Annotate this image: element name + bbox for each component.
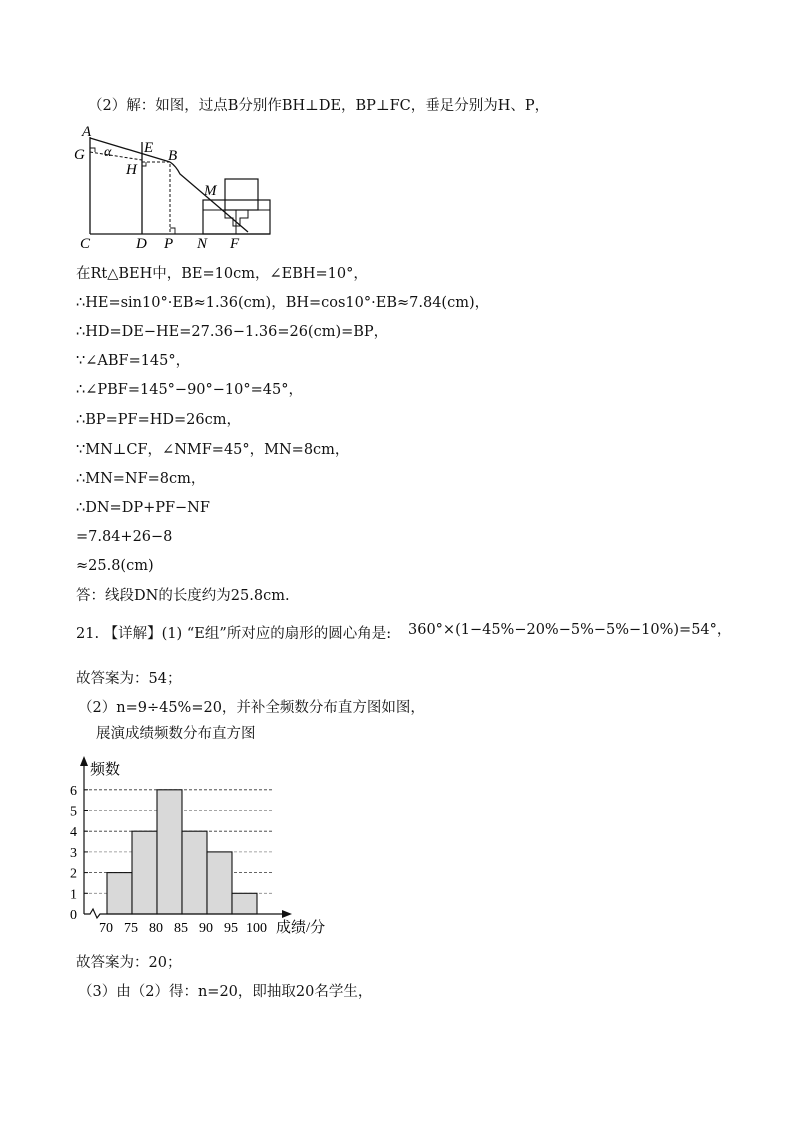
label-N: N	[197, 236, 208, 252]
q21-formula: 360°×(1−45%−20%−5%−5%−10%)=54°，	[408, 622, 732, 638]
label-M: M	[204, 183, 217, 199]
solution-line: =7.84+26−8	[76, 529, 173, 545]
final-answer-line: 答：线段DN的长度约为25.8cm.	[76, 588, 290, 604]
x-tick-label: 95	[224, 921, 238, 936]
q21-part2: （2）n=9÷45%=20，并补全频数分布直方图如图，	[78, 700, 425, 716]
q21-heading: 21. 【详解】(1) “E组”所对应的扇形的圆心角是:	[76, 626, 392, 642]
q21-part3: （3）由（2）得：n=20，即抽取20名学生，	[78, 984, 373, 1000]
label-C: C	[80, 236, 91, 252]
x-tick-label: 100	[246, 921, 267, 936]
geometry-diagram	[70, 122, 280, 252]
y-tick-label: 0	[70, 908, 77, 923]
y-tick-label: 3	[70, 845, 77, 861]
solution-line: ∴HE=sin10°·EB≈1.36(cm)，BH=cos10°·EB≈7.84(cm)，	[76, 295, 490, 311]
y-tick-label: 6	[70, 783, 77, 799]
x-tick-label: 70	[99, 921, 113, 936]
y-tick-label: 5	[70, 804, 77, 820]
y-axis-arrow-icon	[80, 756, 88, 766]
y-axis-label: 频数	[90, 762, 121, 778]
solution-line: ≈25.8(cm)	[76, 558, 154, 574]
solution-line: 在Rt△BEH中，BE=10cm，∠EBH=10°，	[76, 266, 368, 282]
label-G: G	[74, 147, 85, 163]
solution-line: ∴MN=NF=8cm，	[76, 471, 206, 487]
x-tick-label: 75	[124, 921, 138, 936]
label-B: B	[168, 148, 178, 164]
histogram-bar	[232, 893, 257, 914]
label-A: A	[82, 124, 92, 140]
solution-line: ∴DN=DP+PF−NF	[76, 500, 210, 516]
chart-title: 展演成绩频数分布直方图	[96, 726, 256, 742]
y-tick-label: 4	[70, 825, 77, 841]
y-tick-label: 2	[70, 866, 77, 882]
label-alpha: α	[104, 145, 112, 160]
solution-line: ∵MN⊥CF，∠NMF=45°，MN=8cm，	[76, 442, 350, 458]
answer-2: 故答案为：20；	[76, 955, 182, 971]
x-axis-label: 成绩/分	[276, 920, 326, 936]
y-tick-label: 1	[70, 887, 77, 903]
histogram-bar	[157, 790, 182, 914]
label-D: D	[136, 236, 147, 252]
solution-line: ∵∠ABF=145°，	[76, 353, 191, 369]
histogram-bar	[107, 873, 132, 914]
histogram-bar	[132, 831, 157, 914]
frequency-histogram	[60, 752, 360, 942]
solution-line: ∴∠PBF=145°−90°−10°=45°，	[76, 382, 303, 398]
label-E: E	[144, 140, 154, 156]
solution-line: ∴BP=PF=HD=26cm，	[76, 412, 241, 428]
x-tick-label: 90	[199, 921, 213, 936]
x-tick-label: 80	[149, 921, 163, 936]
label-F: F	[230, 236, 240, 252]
label-H: H	[126, 162, 137, 178]
x-tick-label: 85	[174, 921, 188, 936]
histogram-bar	[182, 831, 207, 914]
histogram-bar	[207, 852, 232, 914]
x-axis-arrow-icon	[282, 910, 292, 918]
label-P: P	[164, 236, 174, 252]
solution-line: ∴HD=DE−HE=27.36−1.36=26(cm)=BP，	[76, 324, 389, 340]
answer-1: 故答案为：54；	[76, 671, 182, 687]
part2-intro: （2）解：如图，过点B分别作BH⊥DE，BP⊥FC，垂足分别为H、P，	[88, 98, 550, 114]
